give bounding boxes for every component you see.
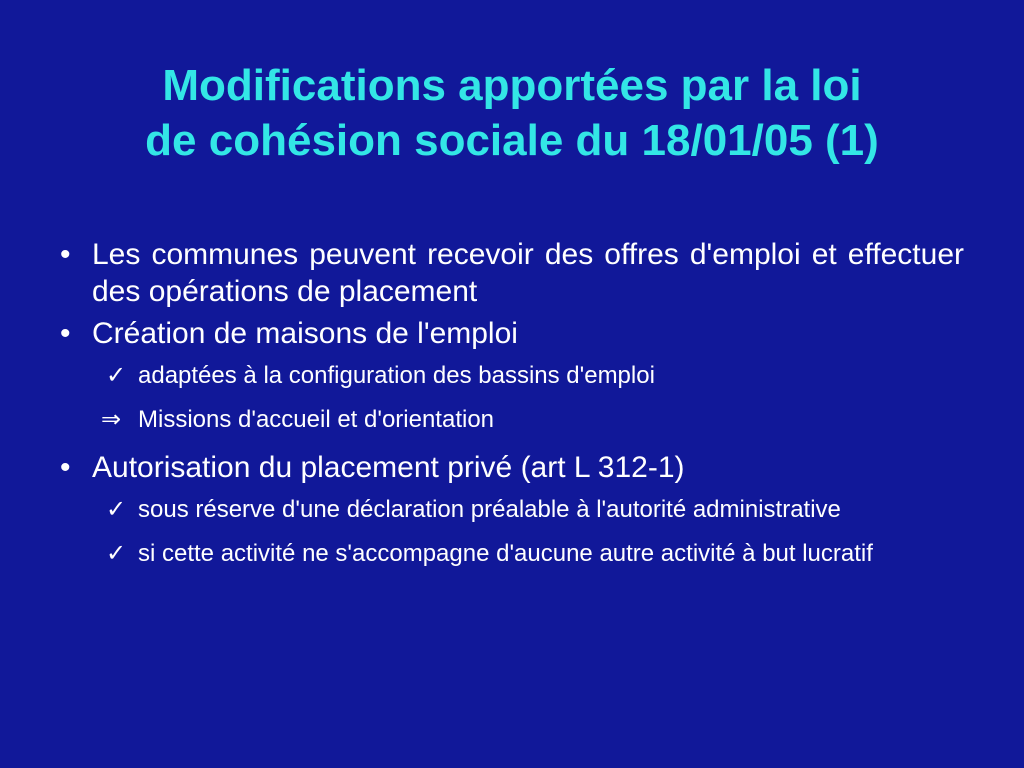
bullet-icon: •: [60, 451, 71, 484]
bullet-icon: •: [60, 317, 71, 350]
checkmark-icon: ✓: [106, 496, 127, 523]
sub-list-item-text: adaptées à la configuration des bassins d'emploi: [138, 362, 655, 389]
list-item-text: Création de maisons de l'emploi: [92, 317, 518, 350]
list-item: [52, 315, 964, 352]
bullet-icon: •: [60, 238, 71, 271]
bullet-list: [52, 236, 964, 583]
slide-title-line-1: Modifications apportées par la loi: [162, 61, 862, 110]
sub-list-item: [52, 361, 964, 391]
double-arrow-icon: ⇒: [101, 406, 122, 433]
checkmark-icon: ✓: [106, 362, 127, 389]
slide-title-line-2: de cohésion sociale du 18/01/05 (1): [145, 116, 879, 165]
checkmark-icon: ✓: [106, 540, 127, 567]
list-item-text: Autorisation du placement privé (art L 312-1): [92, 451, 685, 484]
sub-list-item-text: sous réserve d'une déclaration préalable à l'autorité administrative: [138, 496, 841, 523]
sub-list-item: [52, 539, 964, 569]
list-item: [52, 449, 964, 486]
sub-list-item: [52, 405, 964, 435]
sub-list-item: [52, 495, 964, 525]
sub-list-item-text: si cette activité ne s'accompagne d'aucune autre activité à but lucratif: [138, 540, 873, 567]
sub-list-item-text: Missions d'accueil et d'orientation: [138, 406, 495, 433]
list-item: [52, 236, 964, 310]
slide-title: [40, 58, 984, 168]
list-item-text: Les communes peuvent recevoir des offres d'emploi et effectuer des opérations de placement: [92, 238, 964, 308]
